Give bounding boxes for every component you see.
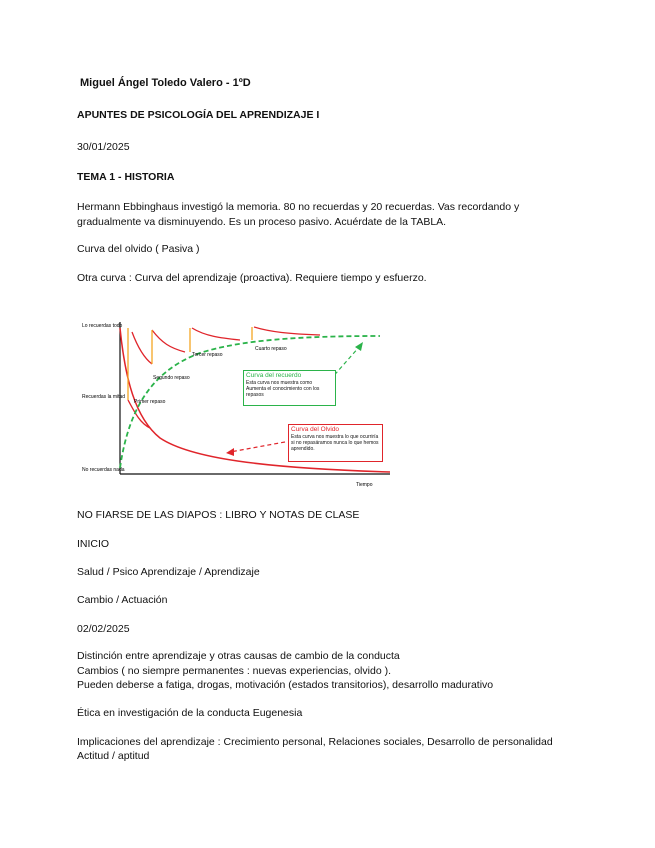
- author-name: Miguel Ángel Toledo Valero - 1ºD: [80, 77, 251, 89]
- distinction-line-2: Cambios ( no siempre permanentes : nuevas experiencias, olvido ).: [77, 665, 391, 677]
- green-pointer-head: [355, 342, 363, 351]
- label-tercer-repaso: Tercer repaso: [192, 352, 223, 358]
- document-title: APUNTES DE PSICOLOGÍA DEL APRENDIZAJE I: [77, 109, 320, 121]
- implications-line: Implicaciones del aprendizaje : Crecimiento personal, Relaciones sociales, Desarrollo de personalidad: [77, 736, 553, 748]
- note-diapos: NO FIARSE DE LAS DIAPOS : LIBRO Y NOTAS DE CLASE: [77, 509, 360, 521]
- forgetting-curve-text: Esta curva nos muestra lo que ocurriría si no repasáramos nunca lo que hemos aprendido.: [291, 434, 379, 452]
- label-cuarto-repaso: Cuarto repaso: [255, 346, 287, 352]
- topic-heading: TEMA 1 - HISTORIA: [77, 171, 175, 183]
- recall-curve-text: Esta curva nos muestra como Aumenta el conocimiento con los repasos: [246, 380, 320, 398]
- review-decay-3: [152, 330, 185, 352]
- ethics-line: Ética en investigación de la conducta Eugenesia: [77, 707, 303, 719]
- salud-line: Salud / Psico Aprendizaje / Aprendizaje: [77, 566, 260, 578]
- recall-curve-title: Curva del recuerdo: [246, 372, 302, 379]
- distinction-line-3: Pueden deberse a fatiga, drogas, motivación (estados transitorios), desarrollo madurativo: [77, 679, 494, 691]
- label-segundo-repaso: Segundo repaso: [153, 375, 190, 381]
- review-decay-4: [192, 328, 240, 340]
- attitude-line: Actitud / aptitud: [77, 750, 150, 762]
- paragraph-line-1: Hermann Ebbinghaus investigó la memoria. 80 no recuerdas y 20 recuerdas. Vas recordando y: [77, 201, 520, 213]
- red-pointer: [230, 442, 285, 452]
- red-pointer-head: [226, 448, 234, 456]
- y-label-bottom: No recuerdas nada: [82, 467, 125, 473]
- paragraph-line-2: gradualmente va disminuyendo. Es un proceso pasivo. Acuérdate de la TABLA.: [77, 216, 447, 228]
- date-1: 30/01/2025: [77, 141, 130, 153]
- ebbinghaus-curves: [80, 318, 400, 494]
- recall-curve-box: [243, 370, 336, 406]
- forgetting-curve-title: Curva del Olvido: [291, 426, 340, 433]
- ebbinghaus-figure: [80, 318, 400, 494]
- cambio-line: Cambio / Actuación: [77, 594, 168, 606]
- learning-curve-note: Otra curva : Curva del aprendizaje (proactiva). Requiere tiempo y esfuerzo.: [77, 272, 427, 284]
- inicio-heading: INICIO: [77, 538, 110, 550]
- label-primer-repaso: Primer repaso: [134, 399, 166, 405]
- date-2: 02/02/2025: [77, 623, 130, 635]
- forgetting-curve-box: [288, 424, 383, 462]
- forgetting-curve-note: Curva del olvido ( Pasiva ): [77, 243, 200, 255]
- distinction-line-1: Distinción entre aprendizaje y otras causas de cambio de la conducta: [77, 650, 400, 662]
- y-label-top: Lo recuerdas todo: [82, 323, 123, 329]
- x-label: Tiempo: [356, 482, 373, 488]
- review-decay-2: [132, 332, 152, 364]
- y-label-mid: Recuerdas la mitad: [82, 394, 126, 400]
- review-decay-5: [254, 327, 320, 335]
